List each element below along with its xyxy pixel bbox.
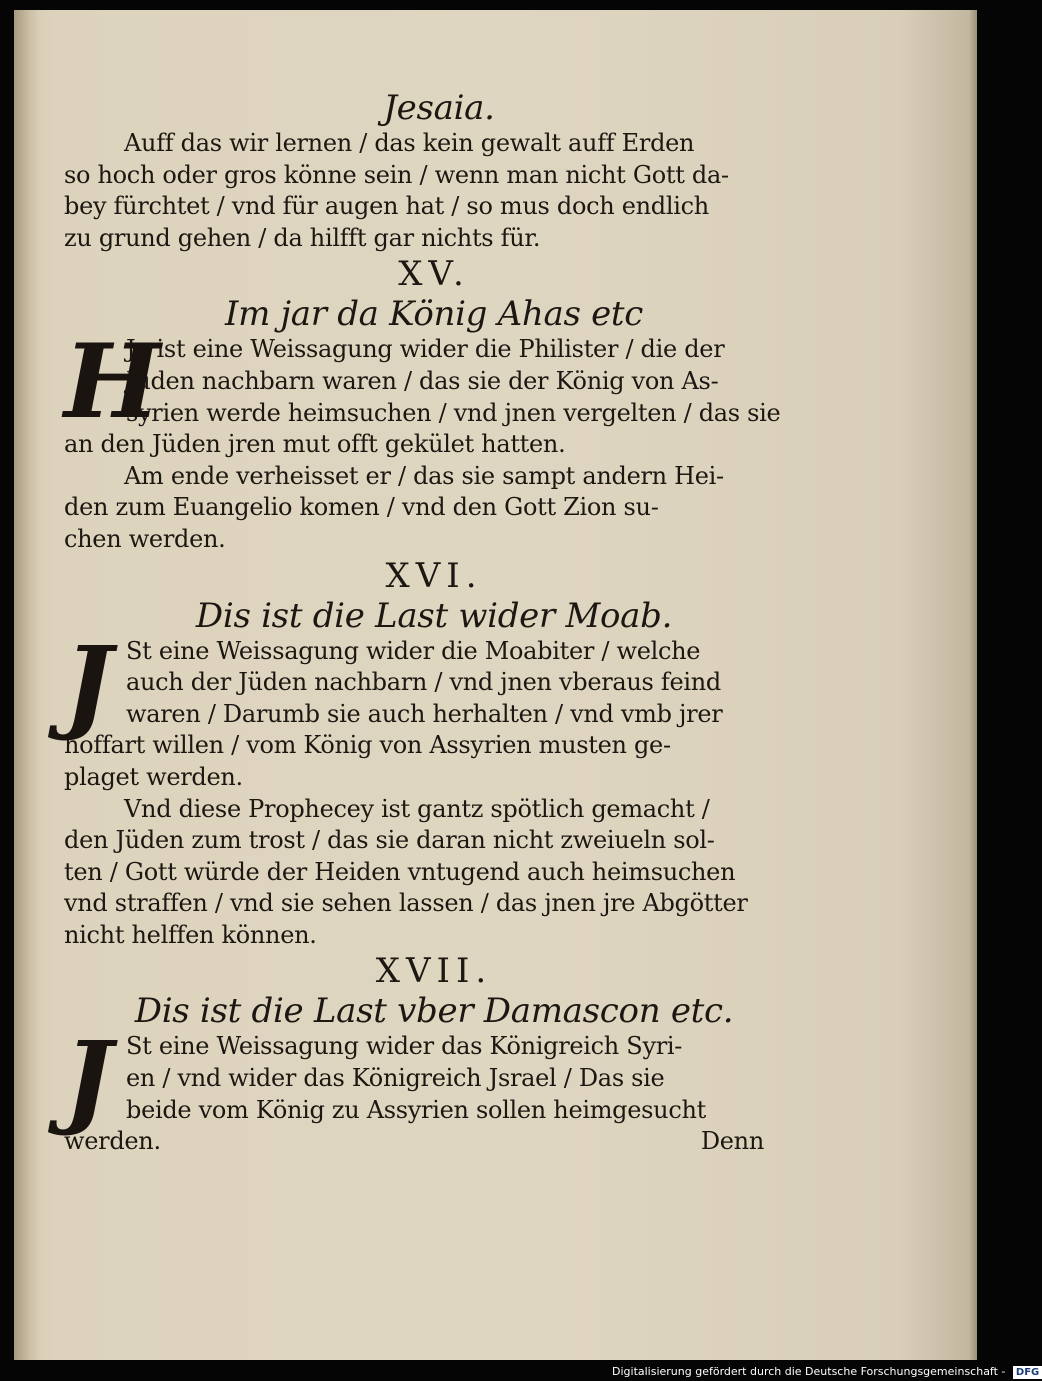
intro-line: so hoch oder gros könne sein / wenn man nicht Gott da-: [64, 160, 729, 189]
text-line: den zum Euangelio komen / vnd den Gott Zion su-: [64, 493, 659, 522]
text-line: Vnd diese Prophecey ist gantz spötlich gemacht /: [124, 794, 710, 823]
text-line: Jüden nachbarn waren / das sie der König von As-: [126, 366, 719, 395]
book-page: [14, 10, 977, 1360]
digitization-footer: [612, 1363, 1042, 1381]
dfg-logo: DFG: [1013, 1366, 1042, 1379]
text-line: beide vom König zu Assyrien sollen heimgesucht: [126, 1095, 706, 1124]
text-line: syrien werde heimsuchen / vnd jnen vergelten / das sie: [126, 398, 781, 427]
chapter-number: XV.: [398, 254, 470, 295]
chapter-title: Im jar da König Ahas etc: [224, 294, 644, 335]
text-line: ten / Gott würde der Heiden vntugend auch heimsuchen: [64, 857, 736, 886]
intro-line: Auff das wir lernen / das kein gewalt auff Erden: [124, 129, 695, 157]
text-line: Je ist eine Weissagung wider die Philister / die der: [126, 335, 725, 364]
text-line: nicht helffen können.: [64, 920, 317, 949]
text-line: chen werden.: [64, 524, 226, 553]
chapter-paragraph: [64, 322, 781, 460]
text-line: vnd straffen / vnd sie sehen lassen / das jnen jre Abgötter: [64, 889, 748, 918]
text-line: en / vnd wider das Königreich Jsrael / Das sie: [126, 1064, 665, 1093]
chapter-number: XVI.: [385, 555, 483, 596]
text-line: auch der Jüden nachbarn / vnd jnen vberaus feind: [126, 668, 721, 697]
drop-initial: H: [64, 322, 161, 443]
chapter-paragraph: [64, 1019, 764, 1157]
drop-initial: J: [64, 623, 113, 744]
intro-line: bey fürchtet / vnd für augen hat / so mus doch endlich: [64, 192, 709, 221]
text-line: St eine Weissagung wider das Königreich Syri-: [126, 1032, 683, 1061]
text-line: hoffart willen / vom König von Assyrien musten ge-: [64, 731, 671, 760]
intro-line: zu grund gehen / da hilfft gar nichts für.: [64, 223, 541, 252]
chapter-title: Dis ist die Last vber Damascon etc.: [134, 991, 734, 1032]
drop-initial: J: [64, 1019, 113, 1140]
text-line: plaget werden.: [64, 762, 243, 791]
chapter-number: XVII.: [375, 951, 493, 992]
catchword: Denn: [700, 1127, 764, 1156]
chapter-paragraph: [64, 623, 764, 794]
text-line: werden.: [64, 1127, 161, 1156]
text-line: St eine Weissagung wider die Moabiter / welche: [126, 636, 701, 665]
page-text: [64, 88, 781, 1158]
text-line: den Jüden zum trost / das sie daran nicht zweiueln sol-: [64, 826, 715, 855]
chapter-title: Dis ist die Last wider Moab.: [195, 595, 673, 636]
text-line: Am ende verheisset er / das sie sampt andern Hei-: [124, 461, 724, 490]
page-edge-shadow: [969, 10, 977, 1360]
running-head: Jesaia.: [383, 88, 495, 128]
footer-text: Digitalisierung gefördert durch die Deutsche Forschungsgemeinschaft -: [612, 1365, 1006, 1378]
text-line: an den Jüden jren mut offt gekület hatten.: [64, 430, 566, 459]
text-line: waren / Darumb sie auch herhalten / vnd vmb jrer: [126, 699, 723, 728]
last-line-row: [64, 1126, 764, 1158]
